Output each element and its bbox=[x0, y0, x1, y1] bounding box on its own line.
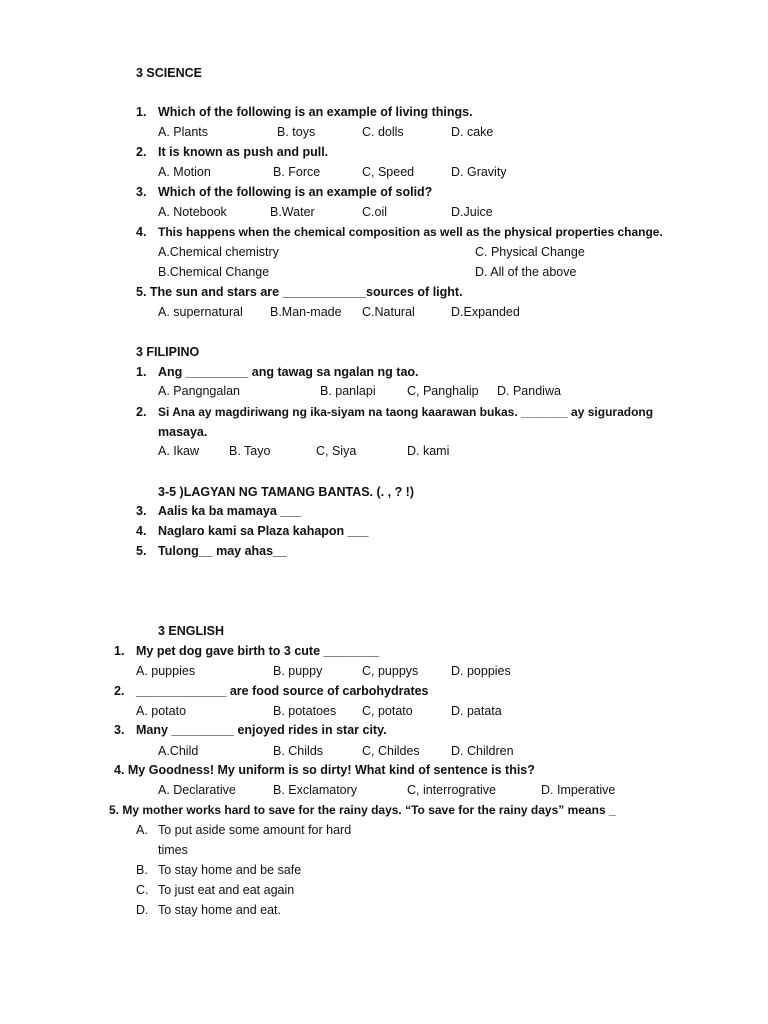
choice-a: A. Motion bbox=[158, 165, 211, 179]
question-text: _____________ are food source of carbohydrates bbox=[136, 684, 429, 698]
choice-b: B. puppy bbox=[273, 664, 323, 678]
choice-d-label: D. bbox=[136, 903, 149, 917]
question-number: 3. bbox=[136, 504, 147, 518]
choice-a: A. Pangngalan bbox=[158, 384, 241, 398]
choice-a: To put aside some amount for hard bbox=[158, 823, 352, 837]
choice-c: To just eat and eat again bbox=[158, 883, 295, 897]
choice-d: D. All of the above bbox=[475, 265, 577, 279]
english-heading: 3 ENGLISH bbox=[158, 624, 224, 638]
question-text: It is known as push and pull. bbox=[158, 145, 329, 159]
choice-b: B. Force bbox=[273, 165, 321, 179]
choice-c: C, potato bbox=[362, 704, 413, 718]
filipino-heading: 3 FILIPINO bbox=[136, 345, 200, 359]
question-text: Aalis ka ba mamaya ___ bbox=[158, 504, 302, 518]
choice-c: C. Physical Change bbox=[475, 245, 585, 259]
choice-d: D. Children bbox=[451, 744, 514, 758]
question-text: 5. The sun and stars are ____________sources of light. bbox=[136, 285, 463, 299]
choice-a: A. Notebook bbox=[158, 205, 227, 219]
choice-b: B. Childs bbox=[273, 744, 324, 758]
science-heading: 3 SCIENCE bbox=[136, 66, 202, 80]
question-number: 3. bbox=[136, 185, 147, 199]
choice-d: D.Juice bbox=[451, 205, 493, 219]
choice-a: A. puppies bbox=[136, 664, 196, 678]
choice-c-label: C. bbox=[136, 883, 149, 897]
choice-a-continued: times bbox=[158, 843, 188, 857]
choice-b: B.Water bbox=[270, 205, 315, 219]
choice-c: C, Siya bbox=[316, 444, 357, 458]
question-text: 4. My Goodness! My uniform is so dirty! What kind of sentence is this? bbox=[114, 763, 535, 777]
choice-b-label: B. bbox=[136, 863, 148, 877]
question-text-continued: masaya. bbox=[158, 425, 208, 439]
choice-d: D. patata bbox=[451, 704, 502, 718]
choice-c: C, interrogrative bbox=[407, 783, 496, 797]
choice-b: B.Chemical Change bbox=[158, 265, 270, 279]
question-text: Tulong__ may ahas__ bbox=[158, 544, 287, 558]
choice-d: D. poppies bbox=[451, 664, 511, 678]
choice-c: C, puppys bbox=[362, 664, 419, 678]
choice-b: B. panlapi bbox=[320, 384, 376, 398]
choice-c: C.Natural bbox=[362, 305, 415, 319]
choice-c: C, Childes bbox=[362, 744, 420, 758]
question-text: My pet dog gave birth to 3 cute ________ bbox=[136, 644, 380, 658]
choice-a: A. Ikaw bbox=[158, 444, 199, 458]
choice-b: B. Tayo bbox=[229, 444, 271, 458]
choice-a: A. potato bbox=[136, 704, 187, 718]
choice-a: A.Chemical chemistry bbox=[158, 245, 279, 259]
choice-b: B.Man-made bbox=[270, 305, 342, 319]
bantas-heading: 3-5 )LAGYAN NG TAMANG BANTAS. (. , ? !) bbox=[158, 485, 415, 499]
choice-d: D. Gravity bbox=[451, 165, 507, 179]
question-number: 4. bbox=[136, 524, 147, 538]
choice-a: A. supernatural bbox=[158, 305, 243, 319]
question-number: 2. bbox=[114, 684, 125, 698]
question-text: Ang _________ ang tawag sa ngalan ng tao. bbox=[158, 365, 419, 379]
choice-a-label: A. bbox=[136, 823, 148, 837]
question-text: Many _________ enjoyed rides in star city. bbox=[136, 723, 387, 737]
choice-a: A. Declarative bbox=[158, 783, 236, 797]
question-number: 1. bbox=[114, 644, 125, 658]
choice-d: D. Pandiwa bbox=[497, 384, 561, 398]
choice-d: D. kami bbox=[407, 444, 450, 458]
question-number: 1. bbox=[136, 365, 147, 379]
question-text: Which of the following is an example of solid? bbox=[158, 185, 433, 199]
question-number: 3. bbox=[114, 723, 125, 737]
question-text: Naglaro kami sa Plaza kahapon ___ bbox=[158, 524, 369, 538]
question-text: 5. My mother works hard to save for the rainy days. “To save for the rainy days” means _ bbox=[109, 803, 616, 817]
choice-a: A. Plants bbox=[158, 125, 209, 139]
question-number: 1. bbox=[136, 105, 147, 119]
question-number: 2. bbox=[136, 145, 147, 159]
choice-d: To stay home and eat. bbox=[158, 903, 281, 917]
choice-c: C, Panghalip bbox=[407, 384, 479, 398]
choice-a: A.Child bbox=[158, 744, 199, 758]
question-number: 2. bbox=[136, 405, 147, 419]
question-number: 4. bbox=[136, 225, 147, 239]
choice-b: To stay home and be safe bbox=[158, 863, 302, 877]
choice-b: B. potatoes bbox=[273, 704, 337, 718]
choice-d: D. Imperative bbox=[541, 783, 616, 797]
question-number: 5. bbox=[136, 544, 147, 558]
choice-d: D. cake bbox=[451, 125, 494, 139]
choice-c: C. dolls bbox=[362, 125, 404, 139]
question-text: Si Ana ay magdiriwang ng ika-siyam na taong kaarawan bukas. _______ ay siguradong bbox=[158, 405, 654, 419]
question-text: Which of the following is an example of living things. bbox=[158, 105, 473, 119]
choice-b: B. Exclamatory bbox=[273, 783, 358, 797]
question-text: This happens when the chemical composition as well as the physical properties change. bbox=[158, 225, 663, 239]
choice-c: C.oil bbox=[362, 205, 388, 219]
choice-b: B. toys bbox=[277, 125, 316, 139]
choice-d: D.Expanded bbox=[451, 305, 520, 319]
choice-c: C, Speed bbox=[362, 165, 415, 179]
